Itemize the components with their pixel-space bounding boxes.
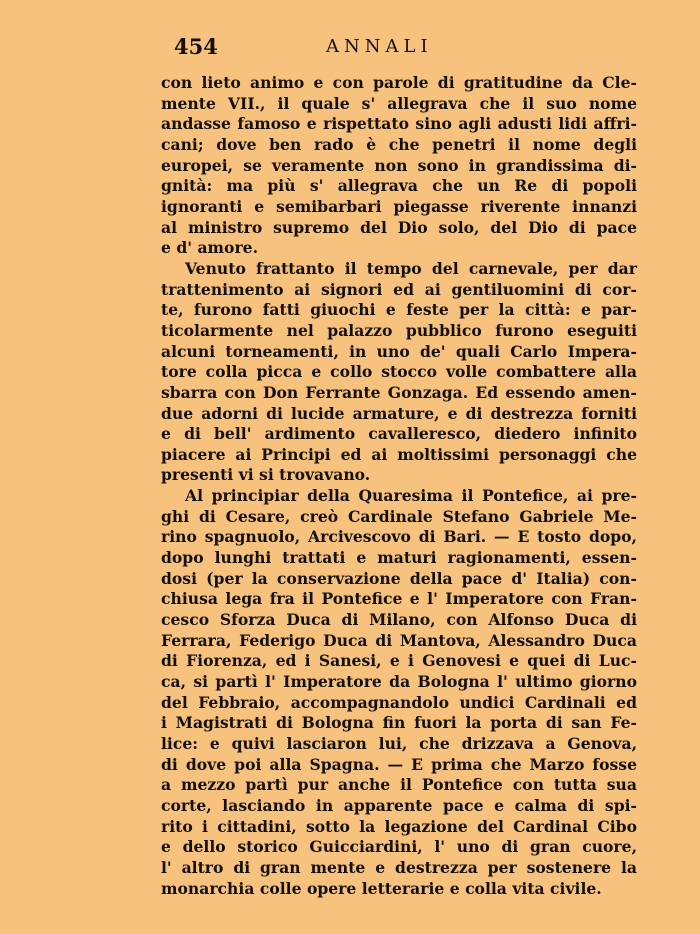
paragraph [161, 73, 637, 259]
paragraph [161, 259, 637, 486]
text-line: lice: e quivi lasciaron lui, che drizzava a Genova, [161, 734, 637, 753]
text-line: rito i cittadini, sotto la legazione del Cardinal Cibo [161, 816, 637, 836]
text-line: tore colla picca e collo stocco volle combattere alla [161, 362, 637, 382]
text-line: rino spagnuolo, Arcivescovo di Bari. — E tosto dopo, [161, 527, 637, 547]
text-line: Ferrara, Federigo Duca di Mantova, Alessandro Duca [161, 630, 637, 650]
text-line: corte, lasciando in apparente pace e calma di spi- [161, 795, 637, 815]
text-line: trattenimento ai signori ed ai gentiluomini di cor- [161, 279, 637, 299]
text-line: e di bell' ardimento cavalleresco, diedero infinito [161, 424, 637, 444]
text-line: europei, se veramente non sono in grandissima di- [161, 155, 637, 175]
text-line: cani; dove ben rado è che penetri il nome degli [161, 134, 637, 154]
text-line: di Fiorenza, ed i Sanesi, e i Genovesi e quei di Luc- [161, 651, 637, 671]
text-line: ca, si partì l' Imperatore da Bologna l' ultimo giorno [161, 672, 637, 692]
text-line: dosi (per la conservazione della pace d' Italia) con- [161, 568, 637, 588]
running-head: ANNALI [326, 36, 433, 57]
text-line: i Magistrati di Bologna fin fuori la porta di san Fe- [161, 713, 637, 733]
text-line: sbarra con Don Ferrante Gonzaga. Ed essendo amen- [161, 382, 637, 402]
text-line: cesco Sforza Duca di Milano, con Alfonso Duca di [161, 610, 637, 630]
text-line: di dove poi alla Spagna. — E prima che Marzo fosse [161, 754, 637, 774]
text-line: l' altro di gran mente e destrezza per sostenere la [161, 857, 637, 877]
text-line: al ministro supremo del Dio solo, del Dio di pace [161, 217, 637, 237]
text-line: mente VII., il quale s' allegrava che il suo nome [161, 93, 637, 113]
text-line: e d' amore. [161, 238, 259, 258]
text-line: chiusa lega fra il Pontefice e l' Imperatore con Fran- [161, 589, 637, 609]
text-line: e dello storico Guicciardini, l' uno di gran cuore, [161, 837, 637, 857]
text-line: dopo lunghi trattati e maturi ragionamenti, essen- [161, 548, 637, 568]
text-line: presenti vi si trovavano. [161, 465, 371, 485]
text-line: Venuto frattanto il tempo del carnevale, per dar [185, 258, 637, 278]
page-header [174, 34, 642, 60]
text-line: te, furono fatti giuochi e feste per la città: e par- [161, 300, 637, 320]
paragraph [161, 486, 637, 899]
body-text [161, 73, 637, 899]
text-line: ignoranti e semibarbari piegasse riverente innanzi [161, 196, 637, 216]
text-line: due adorni di lucide armature, e di destrezza forniti [161, 403, 637, 423]
text-line: gnità: ma più s' allegrava che un Re di popoli [161, 176, 637, 196]
text-line: Al principiar della Quaresima il Pontefice, ai pre- [185, 486, 637, 506]
text-line: alcuni torneamenti, in uno de' quali Carlo Impera- [161, 341, 637, 361]
text-line: del Febbraio, accompagnandolo undici Cardinali ed [161, 692, 637, 712]
text-line: piacere ai Principi ed ai moltissimi personaggi che [161, 444, 637, 464]
text-line: a mezzo partì pur anche il Pontefice con tutta sua [161, 775, 637, 795]
text-line: andasse famoso e rispettato sino agli adusti lidi affri- [161, 114, 637, 134]
text-line: ticolarmente nel palazzo pubblico furono eseguiti [161, 320, 637, 340]
text-line: monarchia colle opere letterarie e colla vita civile. [161, 878, 602, 898]
page-number: 454 [174, 34, 218, 59]
text-line: con lieto animo e con parole di gratitudine da Cle- [161, 73, 637, 92]
text-line: ghi di Cesare, creò Cardinale Stefano Gabriele Me- [161, 506, 637, 526]
